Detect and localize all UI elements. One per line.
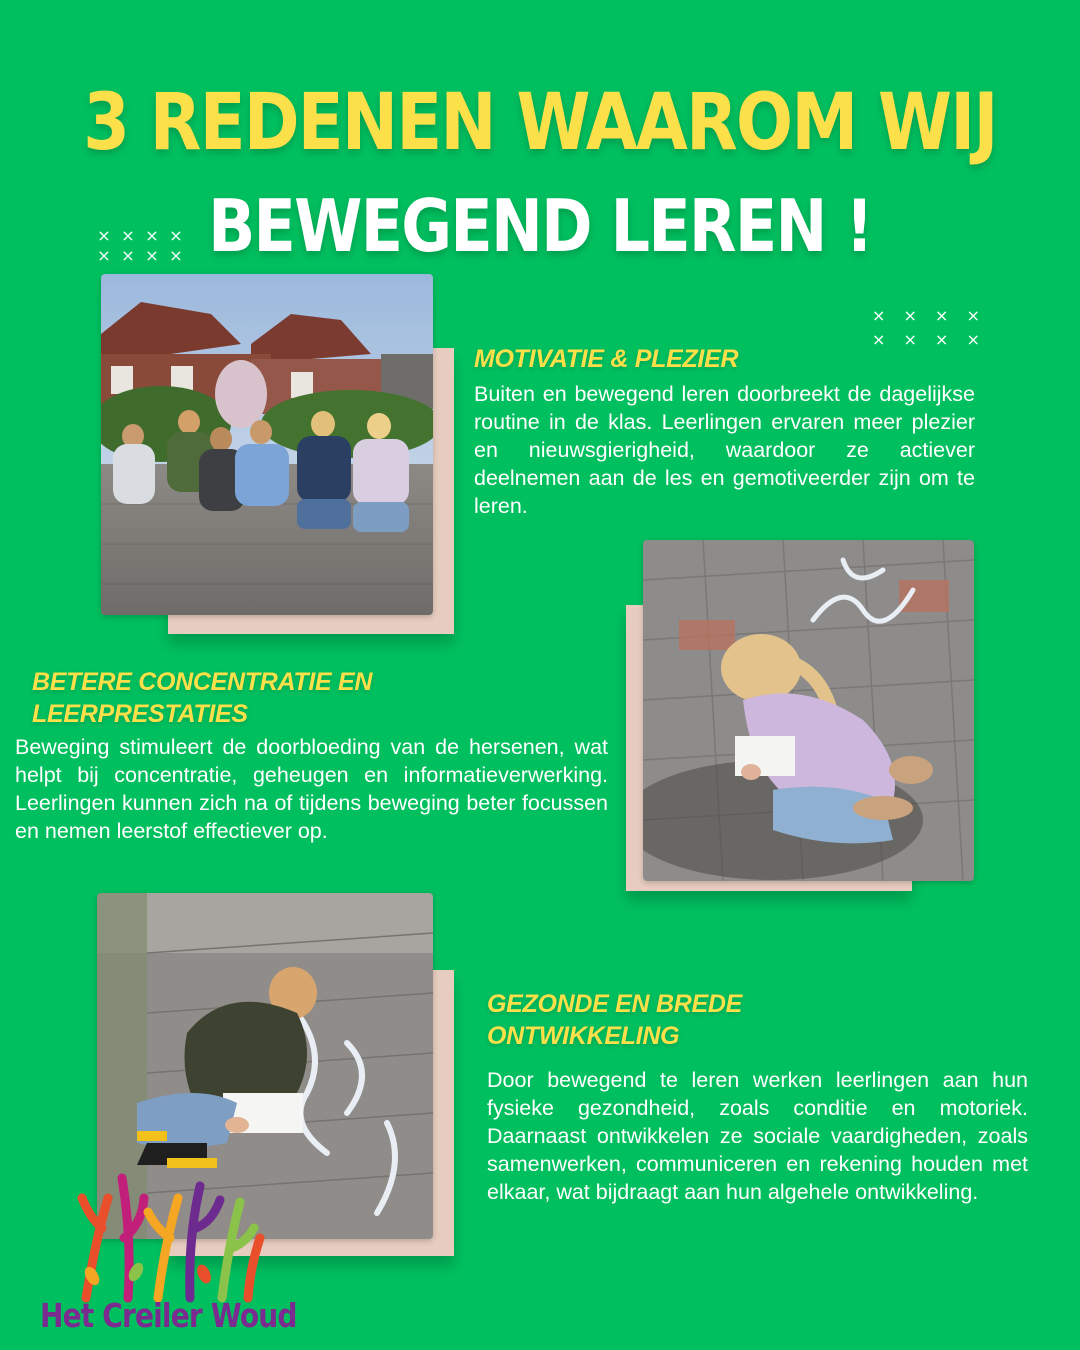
cross-icon: × [169, 246, 183, 265]
cross-icon: × [97, 226, 111, 245]
page-title-line-1: 3 REDENEN WAAROM WIJ [83, 78, 997, 168]
section-2-text: Beweging stimuleert de doorbloeding van de hersenen, wat helpt bij concentratie, geheugen en informatieverwerking. Leerlingen kunnen zich na of tijdens beweging beter focussen en nemen leerstof effectiever op. [15, 735, 608, 843]
section-2-heading: BETERE CONCENTRATIE EN LEERPRESTATIES [32, 668, 373, 728]
photo-girl-chalk-image [643, 540, 974, 881]
section-1-text: Buiten en bewegend leren doorbreekt de dagelijkse routine in de klas. Leerlingen ervaren meer plezier en nieuwsgierigheid, waardoor ze actiever deelnemen aan de les en gemotiveerder zijn om te leren. [474, 382, 975, 518]
cross-icon: × [903, 306, 917, 325]
cross-icon: × [121, 226, 135, 245]
section-3-heading: GEZONDE EN BREDE ONTWIKKELING [487, 990, 742, 1050]
school-logo-icon [72, 1168, 272, 1308]
cross-icon: × [145, 246, 159, 265]
cross-icon: × [121, 246, 135, 265]
cross-icon: × [903, 330, 917, 349]
cross-icon: × [169, 226, 183, 245]
decorative-crosses-left [92, 228, 188, 264]
cross-icon: × [145, 226, 159, 245]
cross-icon: × [966, 330, 980, 349]
school-logo-name: Het Creiler Woud [40, 1296, 297, 1335]
cross-icon: × [935, 330, 949, 349]
section-1-heading: MOTIVATIE & PLEZIER [474, 345, 739, 373]
photo-children-group [101, 274, 433, 615]
cross-icon: × [97, 246, 111, 265]
photo-children-group-image [101, 274, 433, 615]
cross-icon: × [872, 306, 886, 325]
decorative-crosses-right [863, 308, 989, 348]
page-title-line-2: BEWEGEND LEREN ! [208, 184, 872, 268]
cross-icon: × [872, 330, 886, 349]
cross-icon: × [966, 306, 980, 325]
photo-girl-chalk [643, 540, 974, 881]
cross-icon: × [935, 306, 949, 325]
section-3-text: Door bewegend te leren werken leerlingen aan hun fysieke gezondheid, zoals conditie en motoriek. Daarnaast ontwikkelen ze sociale vaardigheden, zoals samenwerken, communiceren en rekening houden met elkaar, wat bijdraagt aan hun algehele ontwikkeling. [487, 1068, 1028, 1204]
